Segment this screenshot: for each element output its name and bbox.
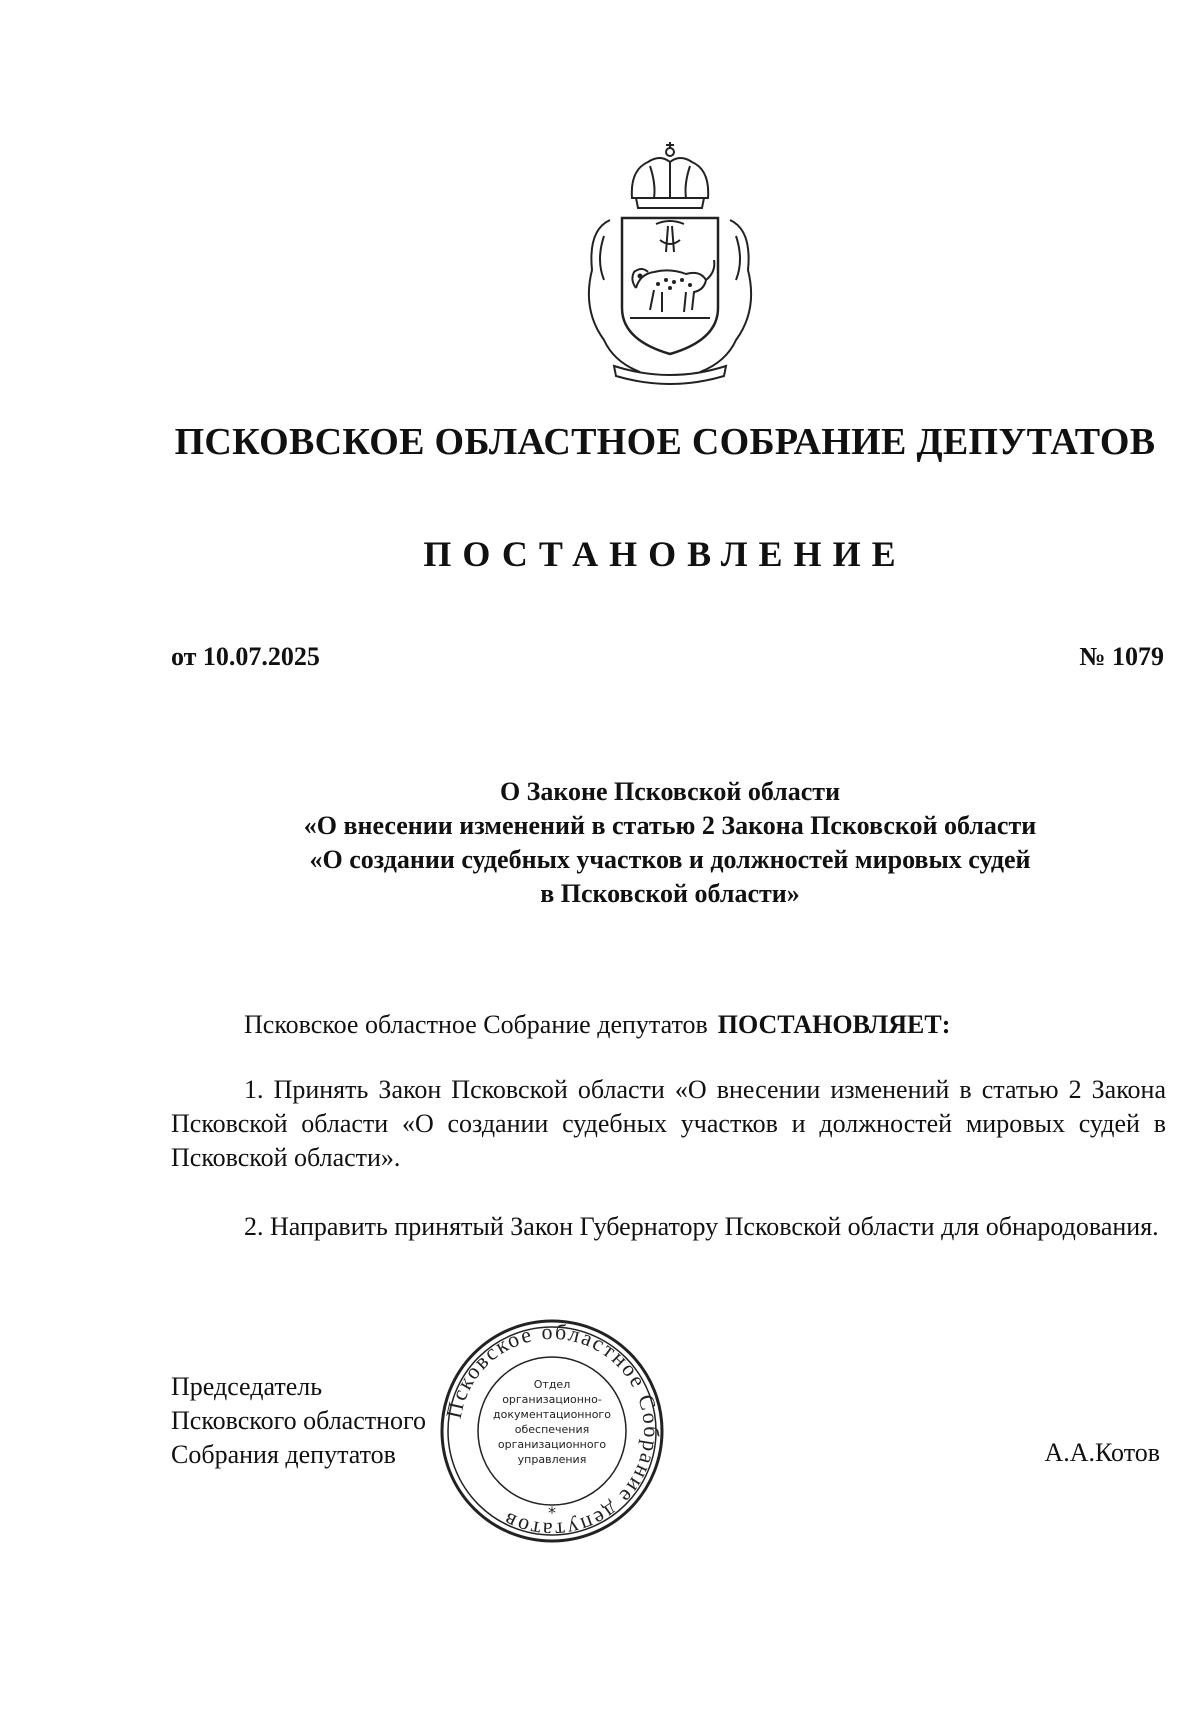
document-type: ПОСТАНОВЛЕНИЕ	[423, 534, 907, 574]
stamp-center-line: документационного	[493, 1408, 611, 1421]
subject-line: О Законе Псковской области	[499, 777, 841, 806]
signatory-position-line: Псковского областного	[171, 1406, 427, 1435]
resolution-item: 1. Принять Закон Псковской области «О внесении изменений в статью 2 Закона Псковской области «О создании судебных участков и должностей мировых судей в Псковской области».	[171, 1075, 1166, 1172]
pskov-coat-of-arms-icon	[570, 140, 770, 390]
stamp-star: *	[548, 1503, 556, 1522]
stamp-center-line: организационного	[497, 1438, 607, 1451]
subject-line: «О создании судебных участков и должностей мировых судей	[309, 845, 1031, 874]
organization-title: ПСКОВСКОЕ ОБЛАСТНОЕ СОБРАНИЕ ДЕПУТАТОВ	[174, 421, 1156, 463]
document-date: от 10.07.2025	[171, 642, 320, 671]
round-stamp-icon	[437, 1316, 667, 1546]
stamp-center-line: обеспечения	[514, 1423, 590, 1436]
resolve-intro: Псковское областное Собрание депутатов	[244, 1010, 708, 1039]
subject-line: «О внесении изменений в статью 2 Закона Псковской области	[303, 811, 1037, 840]
stamp-center-line: управления	[517, 1453, 587, 1466]
subject-line: в Псковской области»	[540, 879, 800, 908]
stamp-center-line: Отдел	[533, 1378, 571, 1391]
signatory-name: А.А.Котов	[1044, 1438, 1160, 1467]
stamp-ring-text: Псковское областное Собрание депутатов	[440, 1318, 665, 1544]
document-number: № 1079	[1079, 642, 1164, 671]
resolve-verb: ПОСТАНОВЛЯЕТ:	[717, 1010, 951, 1039]
signatory-position-line: Собрания депутатов	[171, 1440, 396, 1469]
resolve-line	[244, 1010, 950, 1040]
signatory-position-line: Председатель	[171, 1372, 323, 1401]
signatory-position	[171, 1370, 426, 1472]
resolution-item: 2. Направить принятый Закон Губернатору Псковской области для обнародования.	[244, 1212, 1159, 1241]
stamp-center-line: организационно-	[502, 1393, 602, 1406]
document-subject	[170, 775, 1170, 911]
